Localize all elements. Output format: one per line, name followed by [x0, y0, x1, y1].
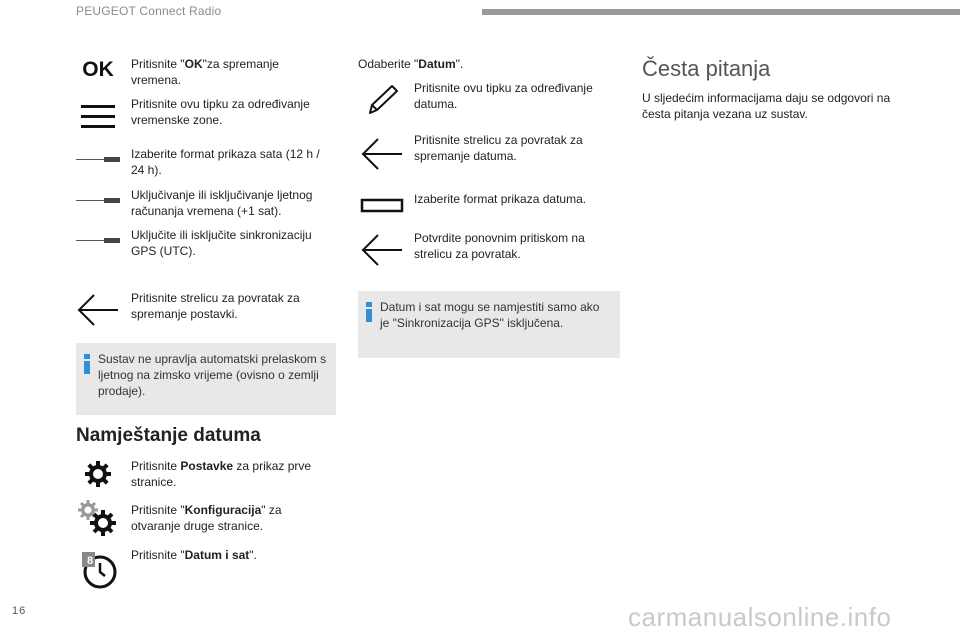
configuration-gears-icon [74, 500, 122, 536]
row-back-date-text: Pritisnite strelicu za povratak za spremanje datuma. [414, 133, 583, 163]
select-date-text: Odaberite "Datum". [358, 57, 464, 71]
row-date-time-text: Pritisnite "Datum i sat". [131, 548, 257, 562]
row-ok-text: Pritisnite "OK"za spremanje vremena. [131, 57, 279, 87]
faq-title: Česta pitanja [642, 56, 771, 81]
row-timezone-text: Pritisnite ovu tipku za određivanje vremenske zone. [131, 97, 310, 127]
toggle-slider-icon [74, 142, 122, 178]
row-set-date-text: Pritisnite ovu tipku za određivanje datuma. [414, 81, 593, 111]
page-number: 16 [12, 605, 27, 617]
row-clock-format-text: Izaberite format prikaza sata (12 h / 24 h). [131, 147, 320, 177]
watermark: carmanualsonline.info [628, 602, 892, 632]
row-dst-text: Uključivanje ili isključivanje ljetnog računanja vremena (+1 sat). [131, 188, 313, 218]
info-note-text: Datum i sat mogu se namjestiti samo ako je "Sinkronizacija GPS" isključena. [380, 300, 600, 330]
menu-icon [74, 99, 122, 135]
info-note [358, 291, 620, 358]
row-settings-text: Pritisnite Postavke za prikaz prve stranice. [131, 459, 312, 489]
info-icon [366, 302, 372, 322]
info-note [76, 343, 336, 415]
toggle-slider-icon [74, 183, 122, 219]
ok-icon: OK [82, 58, 114, 81]
row-configuration-text: Pritisnite "Konfiguracija" za otvaranje druge stranice. [131, 503, 282, 533]
format-box-icon [358, 188, 406, 224]
row-back-save-text: Pritisnite strelicu za povratak za spremanje postavki. [131, 291, 300, 321]
pencil-icon [358, 82, 406, 118]
back-arrow-icon [358, 232, 406, 268]
toggle-slider-icon [74, 223, 122, 259]
section-title-date: Namještanje datuma [76, 425, 261, 446]
settings-gear-icon [74, 456, 122, 492]
header-bar [482, 9, 960, 15]
row-gps-sync-text: Uključite ili isključite sinkronizaciju GPS (UTC). [131, 228, 312, 258]
faq-intro-text: U sljedećim informacijama daju se odgovori na česta pitanja vezana uz sustav. [642, 91, 891, 121]
clock-icon [74, 552, 122, 588]
header-title: PEUGEOT Connect Radio [76, 4, 222, 18]
clock-badge: 8 [87, 555, 94, 567]
info-icon [84, 354, 90, 374]
row-date-format-text: Izaberite format prikaza datuma. [414, 192, 587, 206]
row-confirm-back-text: Potvrdite ponovnim pritiskom na strelicu za povratak. [414, 231, 585, 261]
info-note-text: Sustav ne upravlja automatski prelaskom s ljetnog na zimsko vrijeme (ovisno o zemlji prodaje). [98, 352, 327, 398]
back-arrow-icon [358, 136, 406, 172]
back-arrow-icon [74, 292, 122, 328]
